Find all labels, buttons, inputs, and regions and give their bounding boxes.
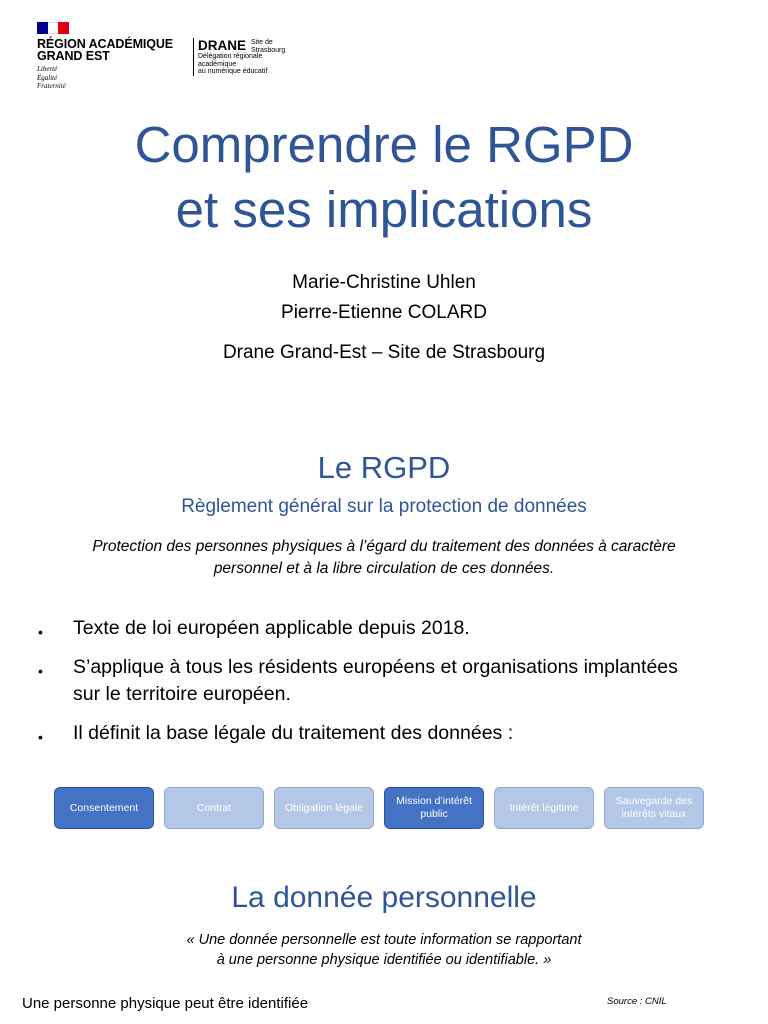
legal-basis-row: [54, 787, 706, 831]
authors: [0, 268, 768, 328]
author-name: Pierre-Etienne COLARD: [281, 302, 487, 323]
cnil-quote: « Une donnée personnelle est toute information se rapportant à une personne physique identifiée ou identifiable. »: [186, 932, 582, 968]
list-item: • S’applique à tous les résidents européens et organisations implantées sur le territoire européen.: [38, 656, 678, 705]
legal-basis-box: Intérêt légitime: [494, 787, 594, 829]
french-flag-icon: [37, 22, 69, 34]
section-title-rgpd: Le RGPD: [317, 450, 451, 485]
region-name: RÉGION ACADÉMIQUE GRAND EST: [37, 37, 174, 63]
section-title-donnee: La donnée personnelle: [231, 881, 537, 914]
list-item: • Il définit la base légale du traitement des données :: [38, 720, 748, 747]
drane-site: Site de Strasbourg: [251, 39, 286, 54]
author-name: Marie-Christine Uhlen: [292, 272, 476, 293]
republic-motto: Liberté Égalité Fraternité: [37, 65, 66, 90]
bullet-icon: •: [38, 663, 43, 679]
list-item: • Texte de loi européen applicable depuis 2018.: [38, 615, 748, 642]
page-title: Comprendre le RGPD et ses implications: [134, 116, 634, 238]
rgpd-description: Protection des personnes physiques à l’égard du traitement des données à caractère personnel et à la libre circulation de ces données.: [92, 538, 676, 577]
footer-text: Une personne physique peut être identifiée: [22, 995, 309, 1012]
affiliation: Drane Grand-Est – Site de Strasbourg: [222, 342, 546, 363]
legal-basis-box: Sauvegarde des intérêts vitaux: [604, 787, 704, 829]
source-note: Source : CNIL: [607, 996, 667, 1007]
logo-divider: [193, 38, 194, 76]
bullet-list: [38, 615, 748, 759]
drane-description: Délégation régionale académique au numérique éducatif: [198, 53, 268, 75]
legal-basis-box: Contrat: [164, 787, 264, 829]
bullet-icon: •: [38, 624, 43, 640]
legal-basis-box: Obligation légale: [274, 787, 374, 829]
drane-name: DRANE: [198, 38, 247, 53]
legal-basis-box: Consentement: [54, 787, 154, 829]
bullet-icon: •: [38, 729, 43, 745]
section-subtitle-rgpd: Règlement général sur la protection de données: [181, 496, 587, 517]
legal-basis-box: Mission d’intérêt public: [384, 787, 484, 829]
